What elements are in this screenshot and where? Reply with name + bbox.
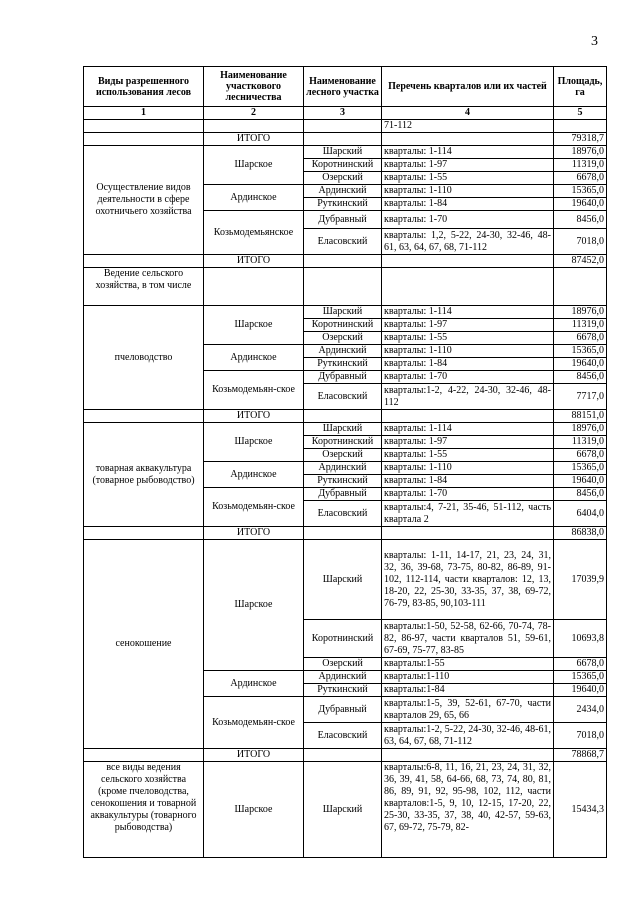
quarters-cell: кварталы: 1-114 xyxy=(382,306,554,319)
area-cell: 6678,0 xyxy=(554,172,607,185)
forestry-name: Козьмодемьянское xyxy=(204,211,304,255)
plot-name: Шарский xyxy=(304,306,382,319)
area-cell: 6404,0 xyxy=(554,501,607,527)
area-cell: 17039,9 xyxy=(554,540,607,620)
area-cell: 11319,0 xyxy=(554,319,607,332)
plot-name: Дубравный xyxy=(304,211,382,229)
area-cell: 7717,0 xyxy=(554,384,607,410)
total-area: 78868,7 xyxy=(554,749,607,762)
plot-name: Коротнинский xyxy=(304,159,382,172)
plot-name: Озерский xyxy=(304,172,382,185)
header-area: Площадь, га xyxy=(554,67,607,107)
area-cell: 11319,0 xyxy=(554,159,607,172)
plot-name: Дубравный xyxy=(304,371,382,384)
use-type: сенокошение xyxy=(84,540,204,749)
forestry-name: Шарское xyxy=(204,306,304,345)
header-quarters: Перечень кварталов или их частей xyxy=(382,67,554,107)
quarters-cell: кварталы:1-2, 5-22, 24-30, 32-46, 48-61, 63, 64, 67, 68, 71-112 xyxy=(382,723,554,749)
area-cell: 6678,0 xyxy=(554,658,607,671)
area-cell: 19640,0 xyxy=(554,198,607,211)
forestry-name: Шарское xyxy=(204,146,304,185)
quarters-cell: кварталы:1-55 xyxy=(382,658,554,671)
total-area: 87452,0 xyxy=(554,255,607,268)
quarters-cell: 71-112 xyxy=(382,120,554,133)
area-cell: 15365,0 xyxy=(554,671,607,684)
quarters-cell: кварталы: 1-110 xyxy=(382,185,554,198)
header-forestry: Наименование участкового лесничества xyxy=(204,67,304,107)
quarters-cell: кварталы: 1-70 xyxy=(382,371,554,384)
quarters-cell: кварталы: 1-97 xyxy=(382,436,554,449)
area-cell: 7018,0 xyxy=(554,723,607,749)
plot-name: Коротнинский xyxy=(304,620,382,658)
header-plot: Наименование лесного участка xyxy=(304,67,382,107)
plot-name: Шарский xyxy=(304,540,382,620)
plot-name: Озерский xyxy=(304,449,382,462)
area-cell: 8456,0 xyxy=(554,488,607,501)
plot-name: Руткинский xyxy=(304,684,382,697)
area-cell: 7018,0 xyxy=(554,229,607,255)
quarters-cell: кварталы: 1-84 xyxy=(382,198,554,211)
quarters-cell: кварталы: 1-11, 14-17, 21, 23, 24, 31, 32, 36, 39-68, 73-75, 80-82, 86-89, 91-102, 112-114, части кварталов: 12, 13, 18-20, 22, 25-30, 33-35, 37, 38, 69-72, 76-79, 83-85, 90,103-111 xyxy=(382,540,554,620)
plot-name: Озерский xyxy=(304,332,382,345)
plot-name: Ардинский xyxy=(304,345,382,358)
area-cell: 15365,0 xyxy=(554,345,607,358)
total-area: 88151,0 xyxy=(554,410,607,423)
quarters-cell: кварталы: 1-97 xyxy=(382,159,554,172)
area-cell: 15365,0 xyxy=(554,462,607,475)
area-cell: 8456,0 xyxy=(554,211,607,229)
forestry-name: Ардинское xyxy=(204,345,304,371)
itogo-label: ИТОГО xyxy=(204,133,304,146)
plot-name: Шарский xyxy=(304,423,382,436)
plot-name: Ардинский xyxy=(304,671,382,684)
quarters-cell: кварталы: 1-70 xyxy=(382,488,554,501)
quarters-cell: кварталы: 1-55 xyxy=(382,449,554,462)
quarters-cell: кварталы: 1-70 xyxy=(382,211,554,229)
quarters-cell: кварталы: 1-97 xyxy=(382,319,554,332)
forestry-name: Козьмодемьян-ское xyxy=(204,371,304,410)
area-cell: 15365,0 xyxy=(554,185,607,198)
quarters-cell: кварталы:1-110 xyxy=(382,671,554,684)
forestry-name: Козьмодемьян-ское xyxy=(204,488,304,527)
forestry-name: Шарское xyxy=(204,762,304,858)
area-cell: 18976,0 xyxy=(554,423,607,436)
plot-name: Коротнинский xyxy=(304,319,382,332)
plot-name: Коротнинский xyxy=(304,436,382,449)
forestry-name: Ардинское xyxy=(204,185,304,211)
quarters-cell: кварталы:1-84 xyxy=(382,684,554,697)
area-cell: 2434,0 xyxy=(554,697,607,723)
area-cell: 19640,0 xyxy=(554,475,607,488)
forestry-name: Ардинское xyxy=(204,671,304,697)
plot-name: Шарский xyxy=(304,146,382,159)
itogo-label: ИТОГО xyxy=(204,255,304,268)
quarters-cell: кварталы: 1-84 xyxy=(382,475,554,488)
plot-name: Ардинский xyxy=(304,462,382,475)
quarters-cell: кварталы: 1-84 xyxy=(382,358,554,371)
plot-name: Руткинский xyxy=(304,475,382,488)
area-cell: 19640,0 xyxy=(554,684,607,697)
itogo-label: ИТОГО xyxy=(204,410,304,423)
quarters-cell: кварталы: 1-55 xyxy=(382,332,554,345)
plot-name: Шарский xyxy=(304,762,382,858)
forestry-name: Ардинское xyxy=(204,462,304,488)
quarters-cell: кварталы: 1-114 xyxy=(382,146,554,159)
area-cell: 6678,0 xyxy=(554,332,607,345)
quarters-cell: кварталы:1-2, 4-22, 24-30, 32-46, 48-112 xyxy=(382,384,554,410)
area-cell: 18976,0 xyxy=(554,146,607,159)
col-number: 4 xyxy=(382,107,554,120)
plot-name: Руткинский xyxy=(304,358,382,371)
itogo-label: ИТОГО xyxy=(204,749,304,762)
col-number: 5 xyxy=(554,107,607,120)
forestry-name: Козьмодемьян-ское xyxy=(204,697,304,749)
use-type: Ведение сельского хозяйства, в том числе xyxy=(84,268,204,306)
area-cell: 8456,0 xyxy=(554,371,607,384)
quarters-cell: кварталы: 1-110 xyxy=(382,462,554,475)
plot-name: Еласовский xyxy=(304,384,382,410)
itogo-label: ИТОГО xyxy=(204,527,304,540)
area-cell: 10693,8 xyxy=(554,620,607,658)
header-use: Виды разрешенного использования лесов xyxy=(84,67,204,107)
plot-name: Еласовский xyxy=(304,723,382,749)
col-number: 2 xyxy=(204,107,304,120)
plot-name: Еласовский xyxy=(304,229,382,255)
area-cell: 19640,0 xyxy=(554,358,607,371)
quarters-cell: кварталы: 1-55 xyxy=(382,172,554,185)
plot-name: Дубравный xyxy=(304,697,382,723)
forestry-name: Шарское xyxy=(204,540,304,671)
use-type: товарная аквакультура (товарное рыбоводство) xyxy=(84,423,204,527)
page-number: 3 xyxy=(591,34,598,49)
total-area: 79318,7 xyxy=(554,133,607,146)
area-cell: 11319,0 xyxy=(554,436,607,449)
quarters-cell: кварталы: 1-114 xyxy=(382,423,554,436)
quarters-cell: кварталы: 1,2, 5-22, 24-30, 32-46, 48-61, 63, 64, 67, 68, 71-112 xyxy=(382,229,554,255)
col-number: 1 xyxy=(84,107,204,120)
use-type: пчеловодство xyxy=(84,306,204,410)
forestry-name: Шарское xyxy=(204,423,304,462)
quarters-cell: кварталы:6-8, 11, 16, 21, 23, 24, 31, 32, 36, 39, 41, 58, 64-66, 68, 73, 74, 80, 81, 86, 89, 91, 92, 95-98, 102, 112, части кварталов:1-5, 9, 10, 12-15, 17-20, 22, 25-30, 33-35, 37, 38, 40, 42-57, 59-63, 67, 69-72, 75-79, 82- xyxy=(382,762,554,858)
plot-name: Еласовский xyxy=(304,501,382,527)
plot-name: Дубравный xyxy=(304,488,382,501)
col-number: 3 xyxy=(304,107,382,120)
use-type: все виды ведения сельского хозяйства (кроме пчеловодства, сенокошения и товарной аквакультуры (товарного рыбоводства) xyxy=(84,762,204,858)
total-area: 86838,0 xyxy=(554,527,607,540)
area-cell: 15434,3 xyxy=(554,762,607,858)
forest-use-table xyxy=(83,66,607,858)
plot-name: Ардинский xyxy=(304,185,382,198)
use-type: Осуществление видов деятельности в сфере охотничьего хозяйства xyxy=(84,146,204,255)
quarters-cell: кварталы:1-50, 52-58, 62-66, 70-74, 78-82, 86-97, части кварталов 51, 59-61, 67-69, 75-77, 83-85 xyxy=(382,620,554,658)
quarters-cell: кварталы: 1-110 xyxy=(382,345,554,358)
plot-name: Озерский xyxy=(304,658,382,671)
quarters-cell: кварталы:1-5, 39, 52-61, 67-70, части кварталов 29, 65, 66 xyxy=(382,697,554,723)
area-cell: 18976,0 xyxy=(554,306,607,319)
quarters-cell: кварталы:4, 7-21, 35-46, 51-112, часть квартала 2 xyxy=(382,501,554,527)
plot-name: Руткинский xyxy=(304,198,382,211)
area-cell: 6678,0 xyxy=(554,449,607,462)
